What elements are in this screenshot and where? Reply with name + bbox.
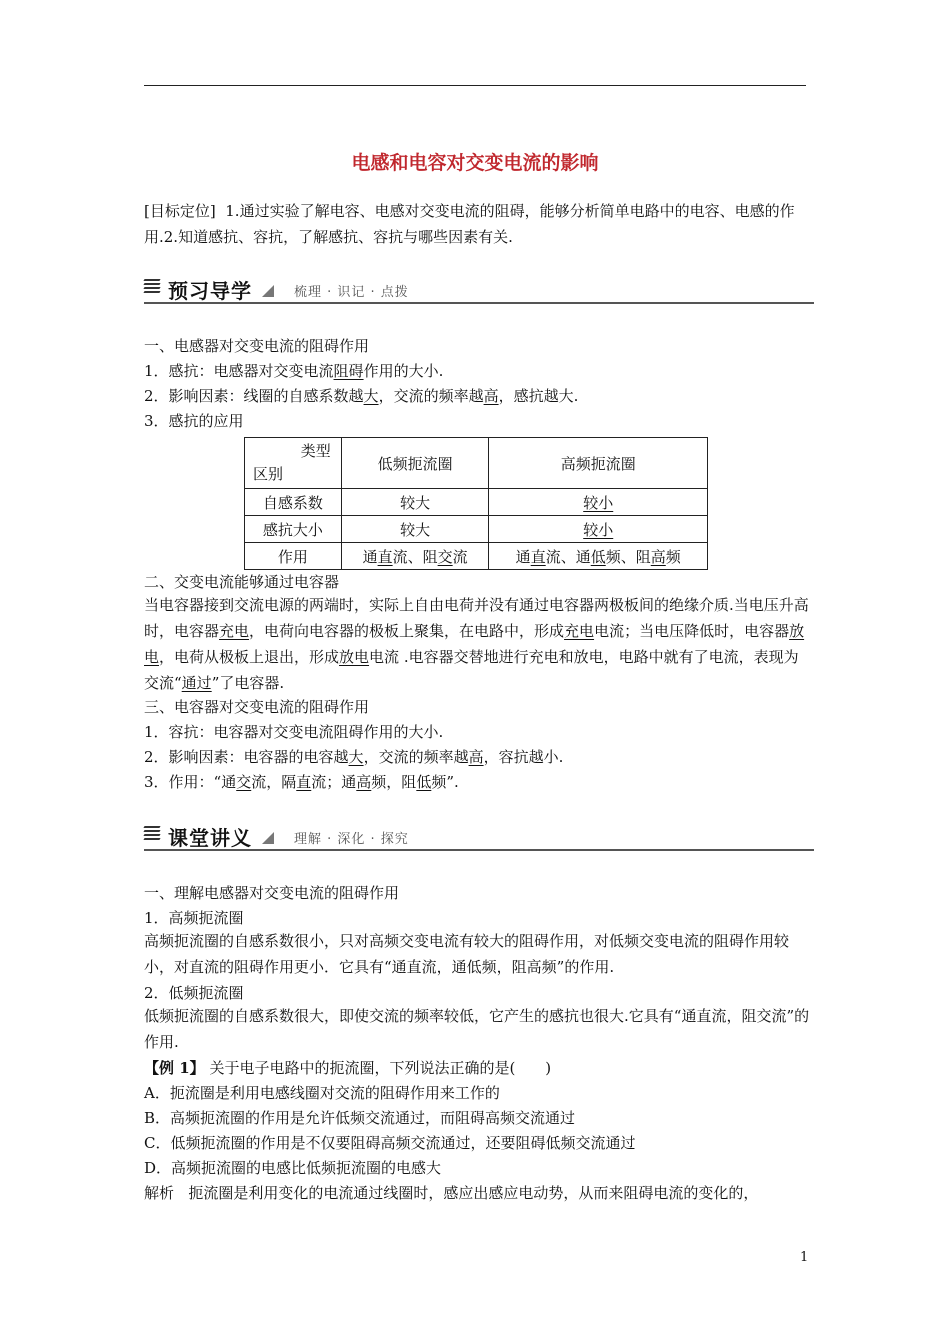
capacitor-paragraph: 当电容器接到交流电源的两端时，实际上自由电荷并没有通过电容器两极板间的绝缘介质.当电压升高时，电容器充电，电荷向电容器的极板上聚集，在电路中，形成充电电流；当电压降低时，电容器放电，电荷从极板上退出，形成放电电流 .电容器交替地进行充电和放电，电路中就有了电流，表现为交流“通过”了电容器. [144,596,809,692]
table-header-high: 高频扼流圈 [489,438,708,489]
low-freq-choke-text: 低频扼流圈的自感系数很大，即使交流的频率较低，它产生的感抗也很大.它具有“通直流，阻交流”的作用. [144,1007,810,1051]
section-header-preview [144,275,814,305]
page-title: 电感和电容对交变电流的影响 [351,152,599,174]
choke-table [244,437,708,570]
high-freq-choke-text: 高频扼流圈的自感系数很小，只对高频交变电流有较大的阻碍作用，对低频交变电流的阻碍作用较小，对直流的阻碍作用更小．它具有“通直流，通低频，阻高频”的作用. [144,932,790,976]
section-heading: 预习导学 [168,279,252,303]
high-freq-choke-title: 1．高频扼流圈 [144,909,244,927]
header-rule [144,85,806,86]
capacitive-reactance-def: 1．容抗：电容器对交变电流阻碍作用的大小. [144,723,444,741]
section-subheading: 理解 · 深化 · 探究 [294,832,409,847]
example-label: 【例 1】 [144,1059,205,1077]
stripes-icon [144,826,160,844]
goal-text: 1.通过实验了解电容、电感对交变电流的阻碍，能够分析简单电路中的电容、电感的作用.2.知道感抗、容抗，了解感抗、容抗与哪些因素有关. [144,202,795,246]
section-subheading: 梳理 · 识记 · 点拨 [294,285,409,300]
page-number: 1 [800,1250,809,1265]
inductive-application: 3．感抗的应用 [144,412,244,430]
example-question: 【例 1】 关于电子电路中的扼流圈，下列说法正确的是( ) [144,1059,552,1077]
section-rule [144,849,814,851]
goal-paragraph [144,198,812,250]
stripes-icon [144,279,160,297]
part3-title: 三、电容器对交变电流的阻碍作用 [144,698,370,716]
triangle-icon [262,832,274,844]
analysis-label: 解析 [144,1184,175,1202]
table-row: 作用 通直流、阻交流 通直流、通低频、阻高频 [245,543,708,570]
lecture-part1-title: 一、理解电感器对交变电流的阻碍作用 [144,884,400,902]
capacitor-function: 3．作用：“通交流，隔直流；通高频，阻低频”. [144,773,459,791]
section-header-lecture [144,822,814,852]
low-freq-choke-title: 2．低频扼流圈 [144,984,244,1002]
table-row: 感抗大小 较大 较小 [245,516,708,543]
table-header-low: 低频扼流圈 [341,438,489,489]
part1-title: 一、电感器对交变电流的阻碍作用 [144,337,370,355]
capacitive-factors: 2．影响因素：电容器的电容越大，交流的频率越高，容抗越小. [144,748,564,766]
goal-label: [目标定位] [144,202,216,220]
inductive-factors: 2．影响因素：线圈的自感系数越大，交流的频率越高，感抗越大. [144,387,579,405]
section-rule [144,302,814,304]
option-b: B．高频扼流圈的作用是允许低频交流通过，而阻碍高频交流通过 [144,1109,576,1127]
inductive-reactance-def: 1．感抗：电感器对交变电流阻碍作用的大小. [144,362,444,380]
part2-title: 二、交变电流能够通过电容器 [144,573,340,591]
section-heading: 课堂讲义 [168,826,252,850]
table-row: 自感系数 较大 较小 [245,489,708,516]
option-d: D．高频扼流圈的电感比低频扼流圈的电感大 [144,1159,442,1177]
option-a: A．扼流圈是利用电感线圈对交流的阻碍作用来工作的 [144,1084,500,1102]
analysis: 解析 扼流圈是利用变化的电流通过线圈时，感应出感应电动势，从而来阻碍电流的变化的， [144,1184,759,1202]
triangle-icon [262,285,274,297]
table-corner: 类型 区别 [245,438,342,489]
option-c: C．低频扼流圈的作用是不仅要阻碍高频交流通过，还要阻碍低频交流通过 [144,1134,636,1152]
